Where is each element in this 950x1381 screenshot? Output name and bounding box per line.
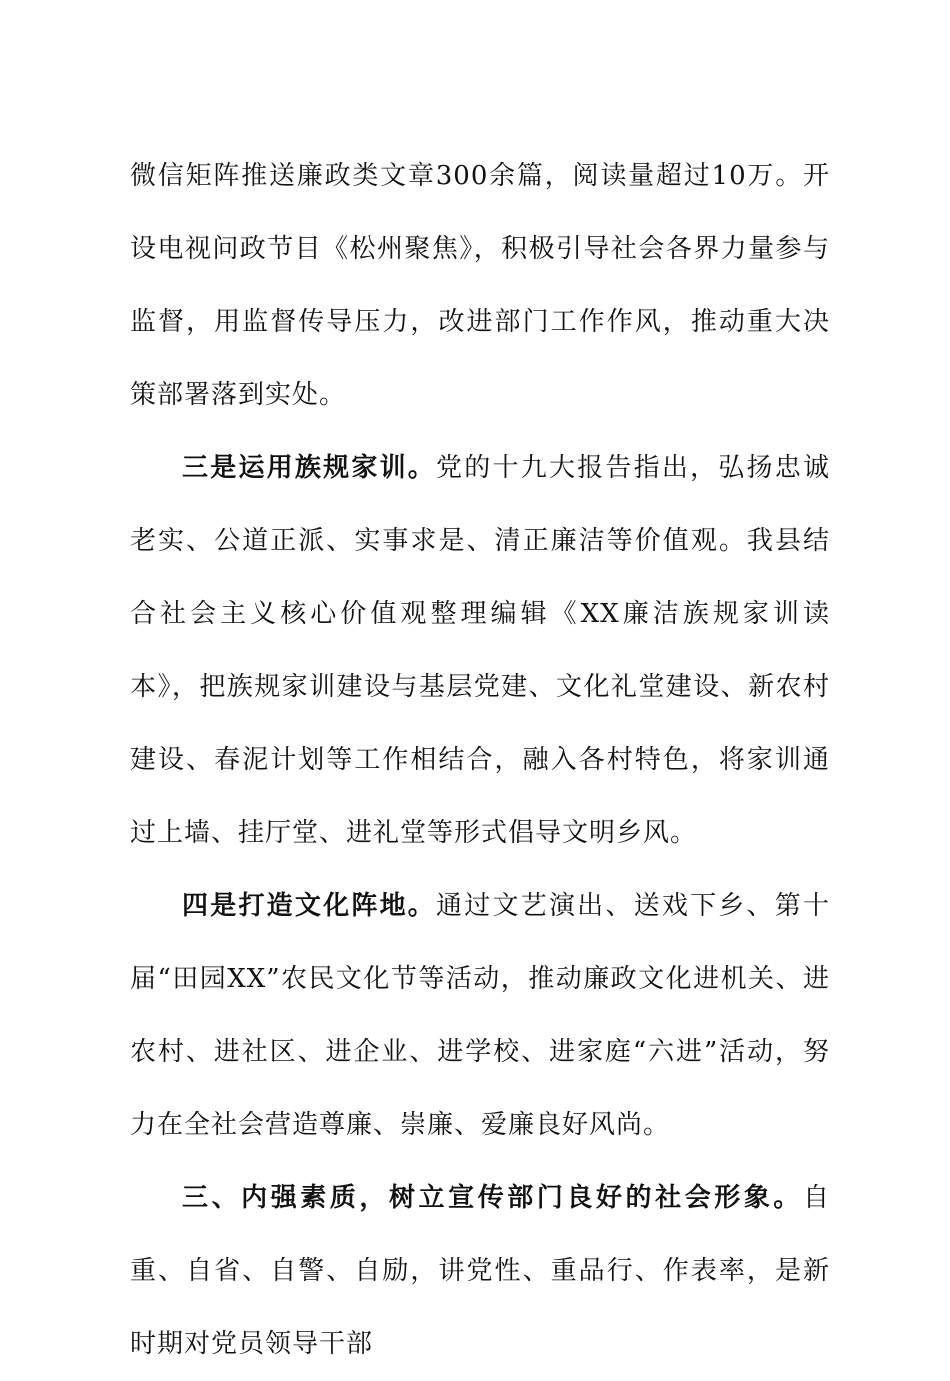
paragraph-heading: 四是打造文化阵地。	[182, 891, 437, 921]
section-heading: 三、内强素质，树立宣传部门良好的社会形象。	[182, 1183, 803, 1213]
paragraph-text: 通过文艺演出、送戏下乡、第十届“田园XX”农民文化节等活动，推动廉政文化进机关、进农村、进社区、进企业、进学校、进家庭“六进”活动，努力在全社会营造尊廉、崇廉、爱廉良好风尚。	[130, 891, 830, 1140]
paragraph-text: 自重、自省、自警、自励，讲党性、重品行、作表率，是新时期对党员领导干部	[130, 1183, 830, 1359]
paragraph-family-rules	[130, 432, 830, 870]
paragraph-text: 微信矩阵推送廉政类文章300余篇，阅读量超过10万。开设电视问政节目《松州聚焦》，积极引导社会各界力量参与监督，用监督传导压力，改进部门工作作风，推动重大决策部署落到实处。	[130, 161, 830, 410]
paragraph-cultural-base	[130, 870, 830, 1162]
paragraph-heading: 三是运用族规家训。	[182, 453, 437, 483]
paragraph-text: 党的十九大报告指出，弘扬忠诚老实、公道正派、实事求是、清正廉洁等价值观。我县结合社会主义核心价值观整理编辑《XX廉洁族规家训读本》，把族规家训建设与基层党建、文化礼堂建设、新农村建设、春泥计划等工作相结合，融入各村特色，将家训通过上墙、挂厅堂、进礼堂等形式倡导文明乡风。	[130, 453, 830, 848]
paragraph-section-three	[130, 1162, 830, 1381]
paragraph-continuation	[130, 140, 830, 432]
body-text	[130, 140, 830, 1381]
